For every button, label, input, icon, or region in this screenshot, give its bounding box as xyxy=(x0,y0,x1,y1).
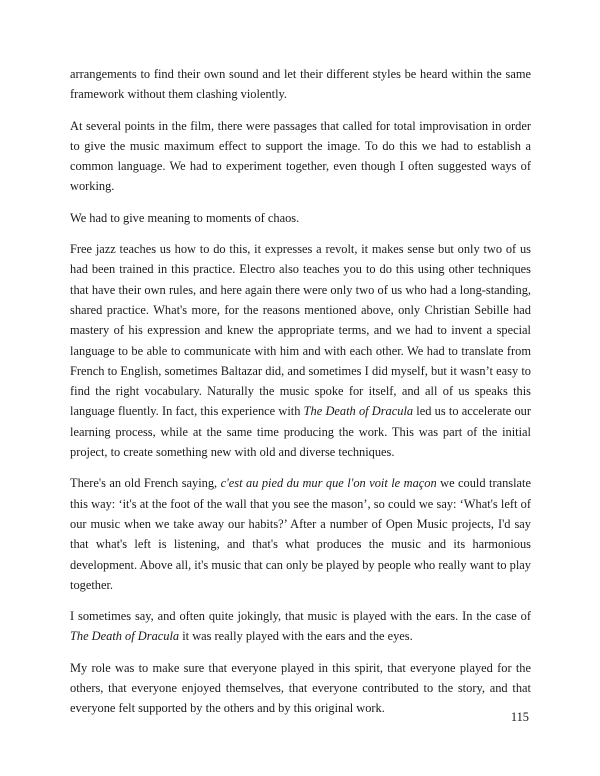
paragraph xyxy=(70,64,531,105)
text-segment: At several points in the film, there were passages that called for total improvisation in order to give the music maximum effect to support the image. To do this we had to establish a common language. We had to experiment together, even though I often suggested ways of working. xyxy=(70,118,531,194)
paragraph xyxy=(70,473,531,595)
page-number: 115 xyxy=(510,710,529,724)
text-segment: We had to give meaning to moments of chaos. xyxy=(70,210,300,225)
paragraph xyxy=(70,606,531,647)
text-segment: we could translate this way: ‘it's at the foot of the wall that you see the mason’, so could we say: ‘What's left of our music when we take away our habits?’ After a number of Open Music projects, I'd say that what's left is listening, and that's what produces the music and its harmonious development. Above all, it's music that can only be played by people who really want to play together. xyxy=(70,476,531,592)
text-segment: Free jazz teaches us how to do this, it expresses a revolt, it makes sense but only two of us had been trained in this practice. Electro also teaches you to do this using other techniques that have their own rules, and here again there were only two of us who had a long-standing, shared practice. What's more, for the reasons mentioned above, only Christian Sebille had mastery of his expression and knew the appropriate terms, and we had to invent a special language to be able to communicate with him and with each other. We had to translate from French to English, sometimes Baltazar did, and sometimes I did myself, but it wasn’t easy to find the right vocabulary. Naturally the music spoke for itself, and all of us speaks this language fluently. In fact, this experience with xyxy=(70,242,531,419)
paragraph xyxy=(70,208,531,228)
french-saying: c'est au pied du mur que l'on voit le maçon xyxy=(220,476,437,491)
film-title: The Death of Dracula xyxy=(303,404,414,419)
text-segment: My role was to make sure that everyone played in this spirit, that everyone played for the others, that everyone enjoyed themselves, that everyone contributed to the story, and that everyone felt supported by the others and by this original work. xyxy=(70,660,531,716)
paragraph xyxy=(70,658,531,719)
document-body xyxy=(70,64,531,730)
text-segment: it was really played with the ears and the eyes. xyxy=(179,629,413,644)
paragraph xyxy=(70,239,531,462)
film-title: The Death of Dracula xyxy=(70,629,180,644)
paragraph xyxy=(70,116,531,197)
text-segment: led us to accelerate our learning process, while at the same time producing the work. This was part of the initial project, to create something new with old and diverse techniques. xyxy=(70,404,531,460)
text-segment: arrangements to find their own sound and let their different styles be heard within the same framework without them clashing violently. xyxy=(70,67,531,102)
text-segment: I sometimes say, and often quite jokingly, that music is played with the ears. In the case of xyxy=(70,609,531,624)
text-segment: There's an old French saying, xyxy=(70,476,221,491)
